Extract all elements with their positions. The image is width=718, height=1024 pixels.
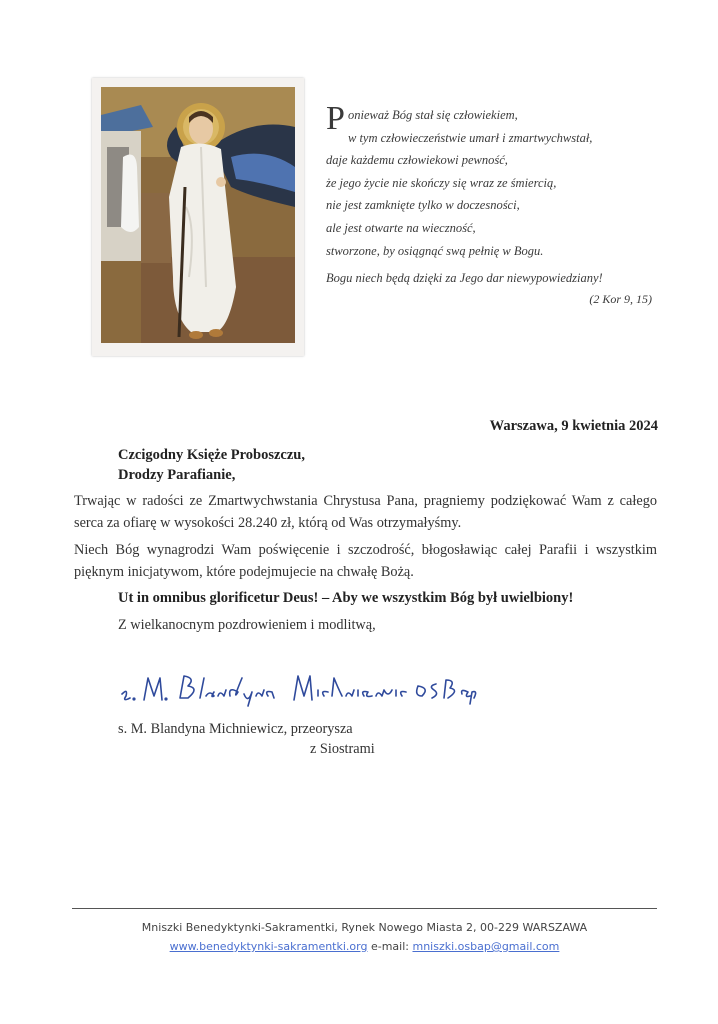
- motto: Ut in omnibus glorificetur Deus! – Aby we wszystkim Bóg był uwielbiony!: [118, 590, 574, 606]
- letter-date: Warszawa, 9 kwietnia 2024: [489, 418, 658, 434]
- poem-line: w tym człowieczeństwie umarł i zmartwychwstał,: [348, 130, 593, 145]
- body-paragraph: Niech Bóg wynagrodzi Wam poświęcenie i szczodrość, błogosławiąc całej Parafii i wszystkim pięknym inicjatywom, które podejmujecie na chwałę Bożą.: [74, 542, 657, 580]
- poem-line: daje każdemu człowiekowi pewność,: [326, 153, 508, 168]
- poem-dropcap: P: [326, 100, 345, 137]
- poem-line: ale jest otwarte na wieczność,: [326, 220, 476, 235]
- closing-line: Z wielkanocnym pozdrowieniem i modlitwą,: [118, 617, 376, 633]
- poem-line: stworzone, by osiągnąć swą pełnię w Bogu.: [326, 243, 544, 258]
- poem-reference: (2 Kor 9, 15): [589, 291, 652, 306]
- salutation-line: Czcigodny Księże Proboszczu,: [118, 447, 305, 463]
- footer-contacts: [72, 937, 657, 956]
- signature-scribble: [118, 668, 478, 708]
- handwritten-signature: [118, 668, 478, 713]
- email-label: e-mail:: [370, 940, 409, 953]
- white-angel-icon-image: [101, 87, 295, 343]
- poem-line: nie jest zamknięte tylko w doczesności,: [326, 198, 520, 213]
- poem-line: że jego życie nie skończy się wraz ze śmiercią,: [326, 175, 557, 190]
- footer-address: Mniszki Benedyktynki-Sakramentki, Rynek Nowego Miasta 2, 00-229 WARSZAWA: [141, 921, 588, 934]
- body-paragraph: Trwając w radości ze Zmartwychwstania Chrystusa Pana, pragniemy podziękować Wam z całego serca za ofiarę w wysokości 28.240 zł, którą od Was otrzymałyśmy.: [74, 493, 657, 531]
- poem-line: onieważ Bóg stał się człowiekiem,: [348, 108, 518, 122]
- website-link[interactable]: www.benedyktynki-sakramentki.org: [169, 940, 368, 953]
- with-sisters: z Siostrami: [310, 741, 375, 757]
- poem-thanks: Bogu niech będą dzięki za Jego dar niewypowiedziany!: [326, 271, 603, 286]
- salutation-line: Drodzy Parafianie,: [118, 467, 236, 483]
- poem-block: [326, 100, 666, 310]
- email-link[interactable]: mniszki.osbap@gmail.com: [412, 940, 560, 953]
- signer-name: s. M. Blandyna Michniewicz, przeorysza: [118, 721, 353, 737]
- angel-icon-card: [92, 78, 304, 356]
- footer: [72, 918, 657, 956]
- salutation: [118, 445, 305, 485]
- footer-divider: [72, 908, 657, 909]
